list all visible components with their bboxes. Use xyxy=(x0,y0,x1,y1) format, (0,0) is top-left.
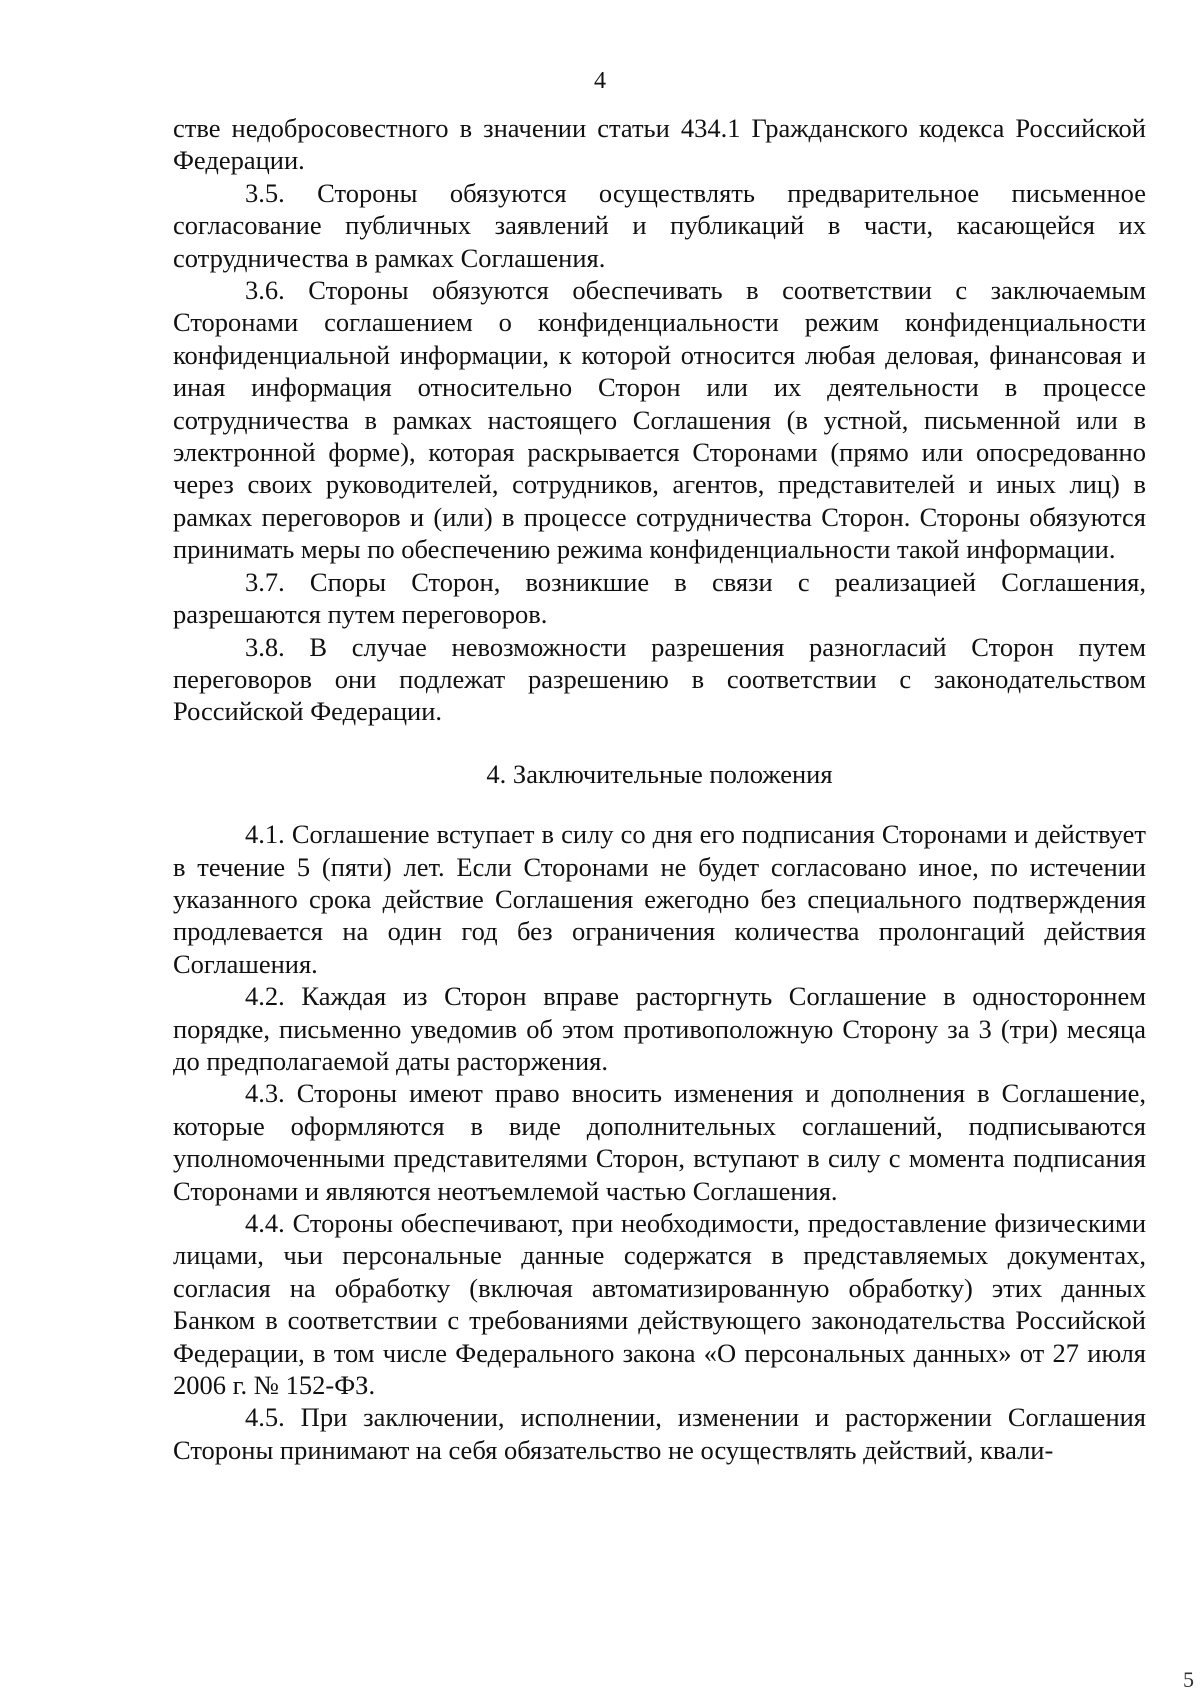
page-number: 4 xyxy=(594,68,606,94)
paragraph-3-6: 3.6. Стороны обязуются обеспечивать в соответствии с заключаемым Сторонами соглашением о конфиденциальности режим конфиденциальности конфиденциальной информации, к которой относится любая деловая, финансовая и иная информация относительно Сторон или их деятельности в процессе сотрудничества в рамках настоящего Соглашения (в устной, письменной или в электронной форме), которая раскрывается Сторонами (прямо или опосредованно через своих руководителей, сотрудников, агентов, представителей и иных лиц) в рамках переговоров и (или) в процессе сотрудничества Сторон. Стороны обязуются принимать меры по обеспечению режима конфиденциальности такой информации. xyxy=(173,275,1146,565)
paragraph-3-7: 3.7. Споры Сторон, возникшие в связи с реализацией Соглашения, разрешаются путем переговоров. xyxy=(173,566,1146,630)
section-heading: 4. Заключительные положения xyxy=(486,758,833,789)
paragraph-4-5: 4.5. При заключении, исполнении, изменении и расторжении Соглашения Стороны принимают на себя обязательство не осуществлять действий, квали- xyxy=(173,1402,1146,1465)
document-body xyxy=(173,112,1146,1466)
paragraph-4-4: 4.4. Стороны обеспечивают, при необходимости, предоставление физическими лицами, чьи персональные данные содержатся в представляемых документах, согласия на обработку (включая автоматизированную обработку) этих данных Банком в соответствии с требованиями действующего законодательства Российской Федерации, в том числе Федерального закона «О персональных данных» от 27 июля 2006 г. № 152-ФЗ. xyxy=(173,1208,1146,1401)
paragraph-3-5: 3.5. Стороны обязуются осуществлять предварительное письменное согласование публичных заявлений и публикаций в части, касающейся их сотрудничества в рамках Соглашения. xyxy=(173,177,1146,273)
paragraph-3-8: 3.8. В случае невозможности разрешения разногласий Сторон путем переговоров они подлежат разрешению в соответствии с законодательством Российской Федерации. xyxy=(173,631,1146,727)
next-page-mark: 5 xyxy=(1183,1667,1194,1692)
paragraph-4-1: 4.1. Соглашение вступает в силу со дня его подписания Сторонами и действует в течение 5 (пяти) лет. Если Сторонами не будет согласовано иное, по истечении указанного срока действие Соглашения ежегодно без специального подтверждения продлевается на один год без ограничения количества пролонгаций действия Соглашения. xyxy=(173,819,1146,979)
paragraph-4-3: 4.3. Стороны имеют право вносить изменения и дополнения в Соглашение, которые оформляются в виде дополнительных соглашений, подписываются уполномоченными представителями Сторон, вступают в силу с момента подписания Сторонами и являются неотъемлемой частью Соглашения. xyxy=(173,1078,1146,1206)
paragraph-4-2: 4.2. Каждая из Сторон вправе расторгнуть Соглашение в одностороннем порядке, письменно уведомив об этом противоположную Сторону за 3 (три) месяца до предполагаемой даты расторжения. xyxy=(173,981,1146,1076)
paragraph-continuation: стве недобросовестного в значении статьи 434.1 Гражданского кодекса Российской Федерации. xyxy=(173,113,1146,176)
